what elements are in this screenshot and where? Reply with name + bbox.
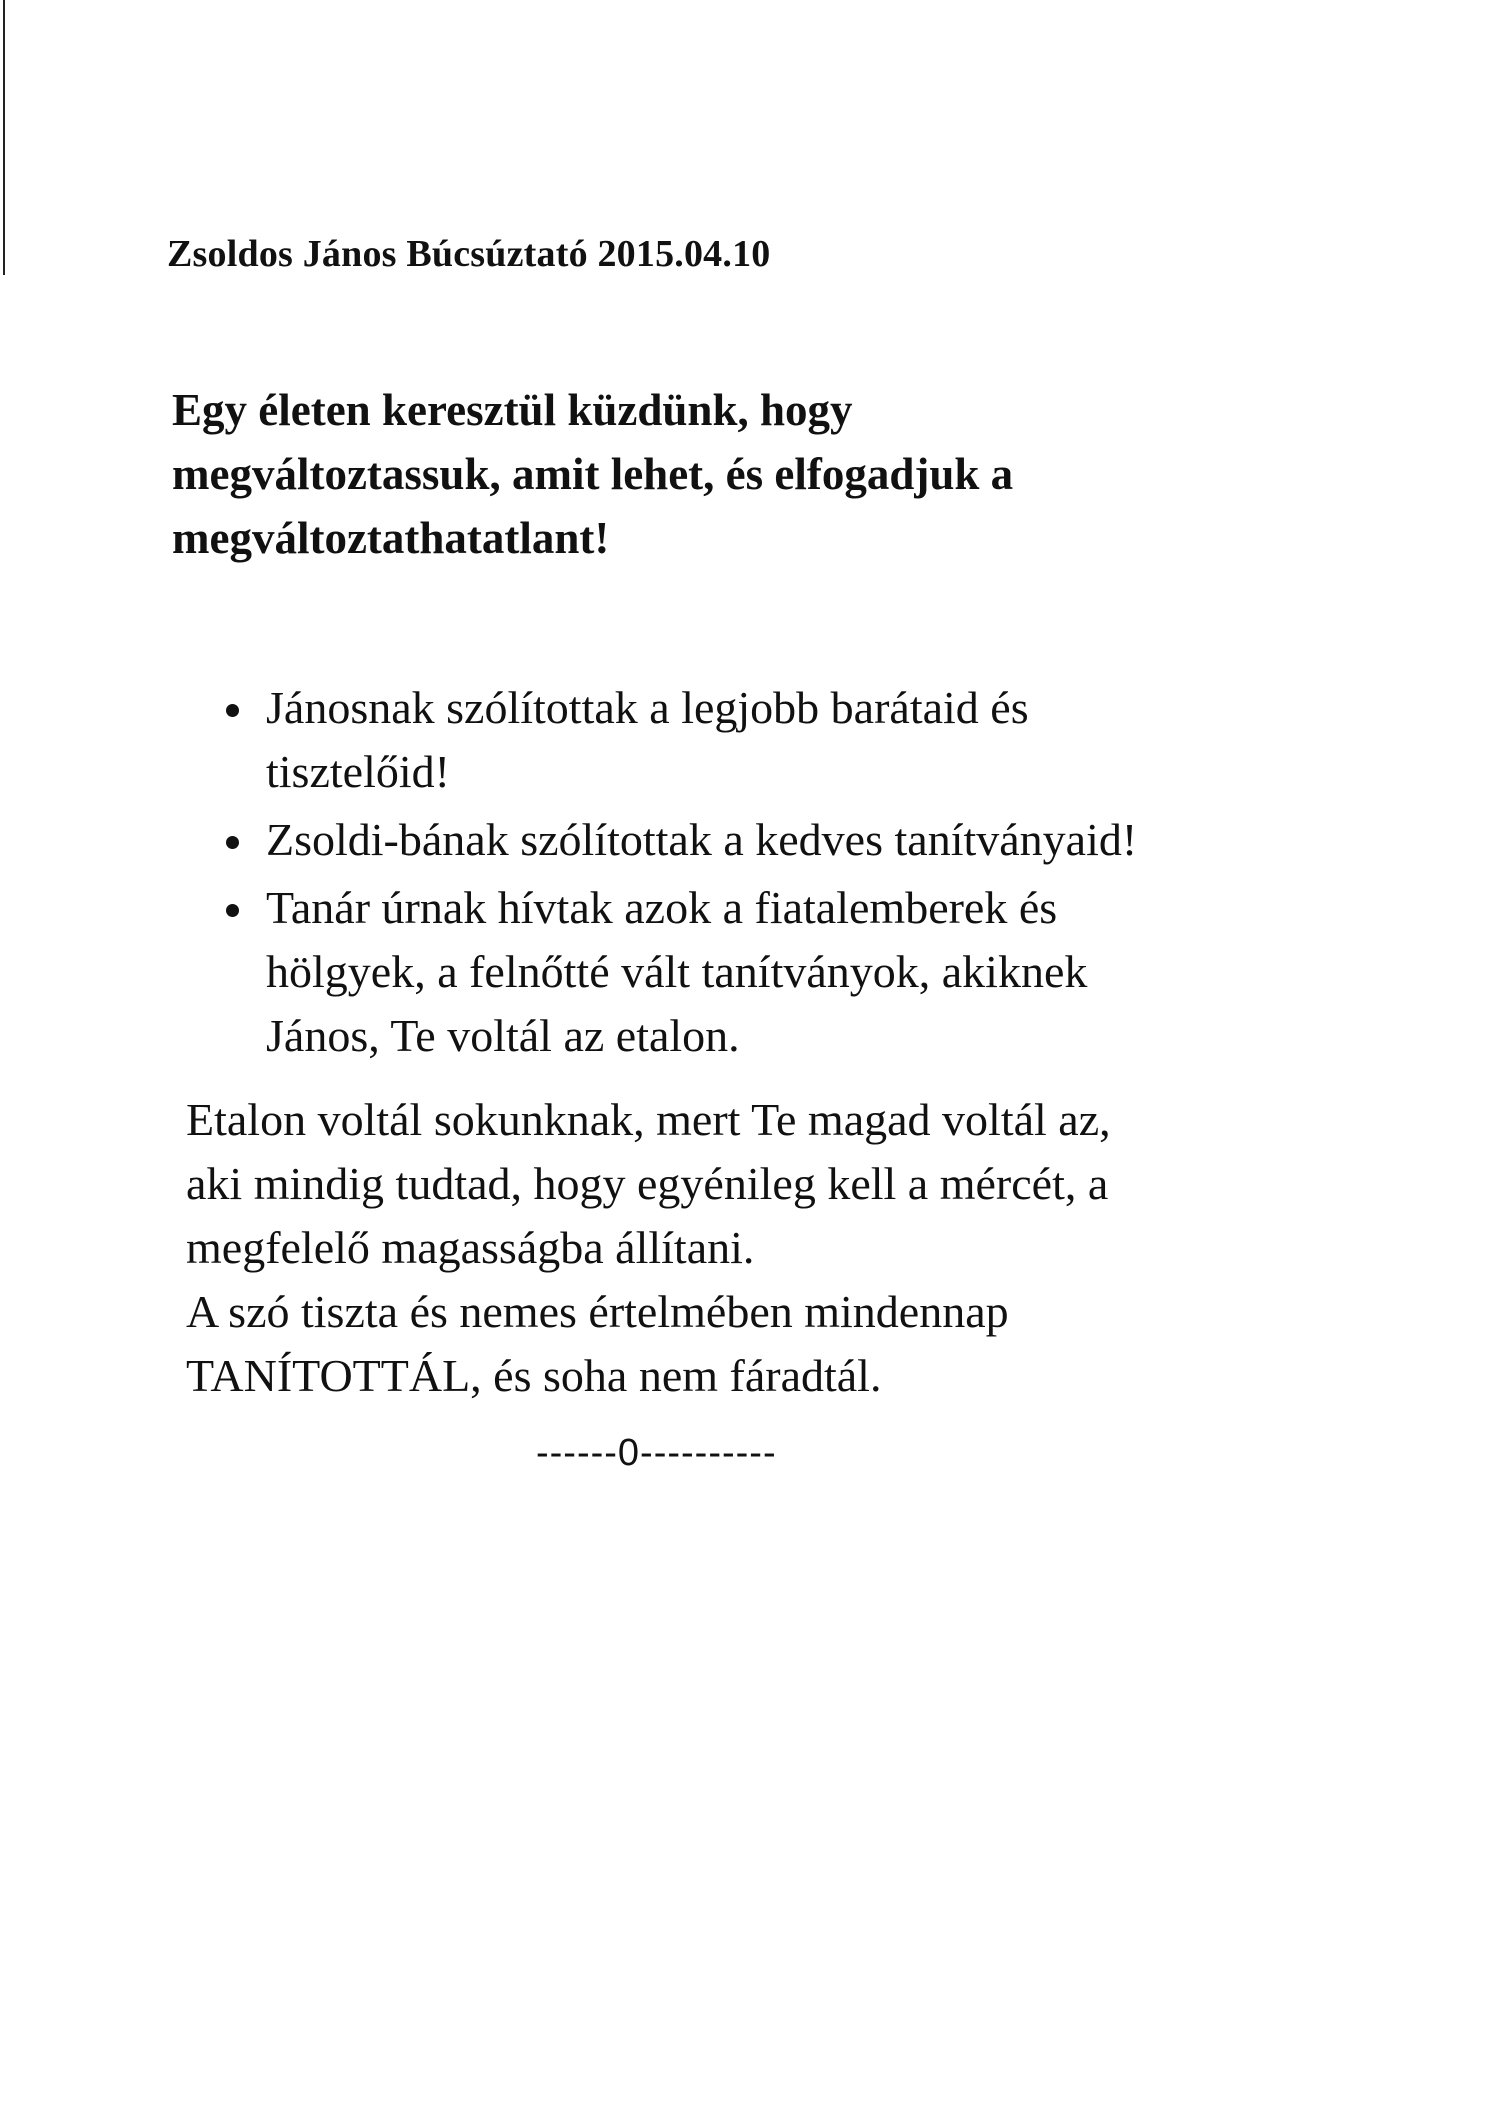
opening-quote <box>172 378 1292 570</box>
list-item-line: Zsoldi-bának szólítottak a kedves tanítványaid! <box>266 814 1138 865</box>
body-line: TANÍTOTTÁL, és soha nem fáradtál. <box>186 1350 882 1401</box>
quote-line: megváltoztathatatlant! <box>172 513 610 563</box>
document-heading: Zsoldos János Búcsúztató 2015.04.10 <box>167 233 771 275</box>
list-item <box>216 808 1356 872</box>
section-separator: ------0---------- <box>536 1432 777 1474</box>
bullet-list <box>216 676 1356 1072</box>
list-item-line: Jánosnak szólítottak a legjobb barátaid és <box>266 682 1029 733</box>
list-item-line: hölgyek, a felnőtté vált tanítványok, akiknek <box>266 946 1088 997</box>
body-line: aki mindig tudtad, hogy egyénileg kell a mércét, a <box>186 1158 1109 1209</box>
scan-edge-line <box>3 0 5 275</box>
body-line: Etalon voltál sokunknak, mert Te magad voltál az, <box>186 1094 1111 1145</box>
quote-line: megváltoztassuk, amit lehet, és elfogadjuk a <box>172 449 1014 499</box>
quote-line: Egy életen keresztül küzdünk, hogy <box>172 385 853 435</box>
bullet-dot-icon <box>226 904 239 917</box>
list-item <box>216 676 1356 804</box>
bullet-dot-icon <box>226 836 239 849</box>
list-item-line: tisztelőid! <box>266 746 450 797</box>
list-item-line: Tanár úrnak hívtak azok a fiatalemberek és <box>266 882 1058 933</box>
list-item-line: János, Te voltál az etalon. <box>266 1010 740 1061</box>
body-line: megfelelő magasságba állítani. <box>186 1222 755 1273</box>
body-line: A szó tiszta és nemes értelmében mindennap <box>186 1286 1009 1337</box>
body-paragraph <box>186 1088 1386 1408</box>
bullet-dot-icon <box>226 704 239 717</box>
list-item <box>216 876 1356 1068</box>
